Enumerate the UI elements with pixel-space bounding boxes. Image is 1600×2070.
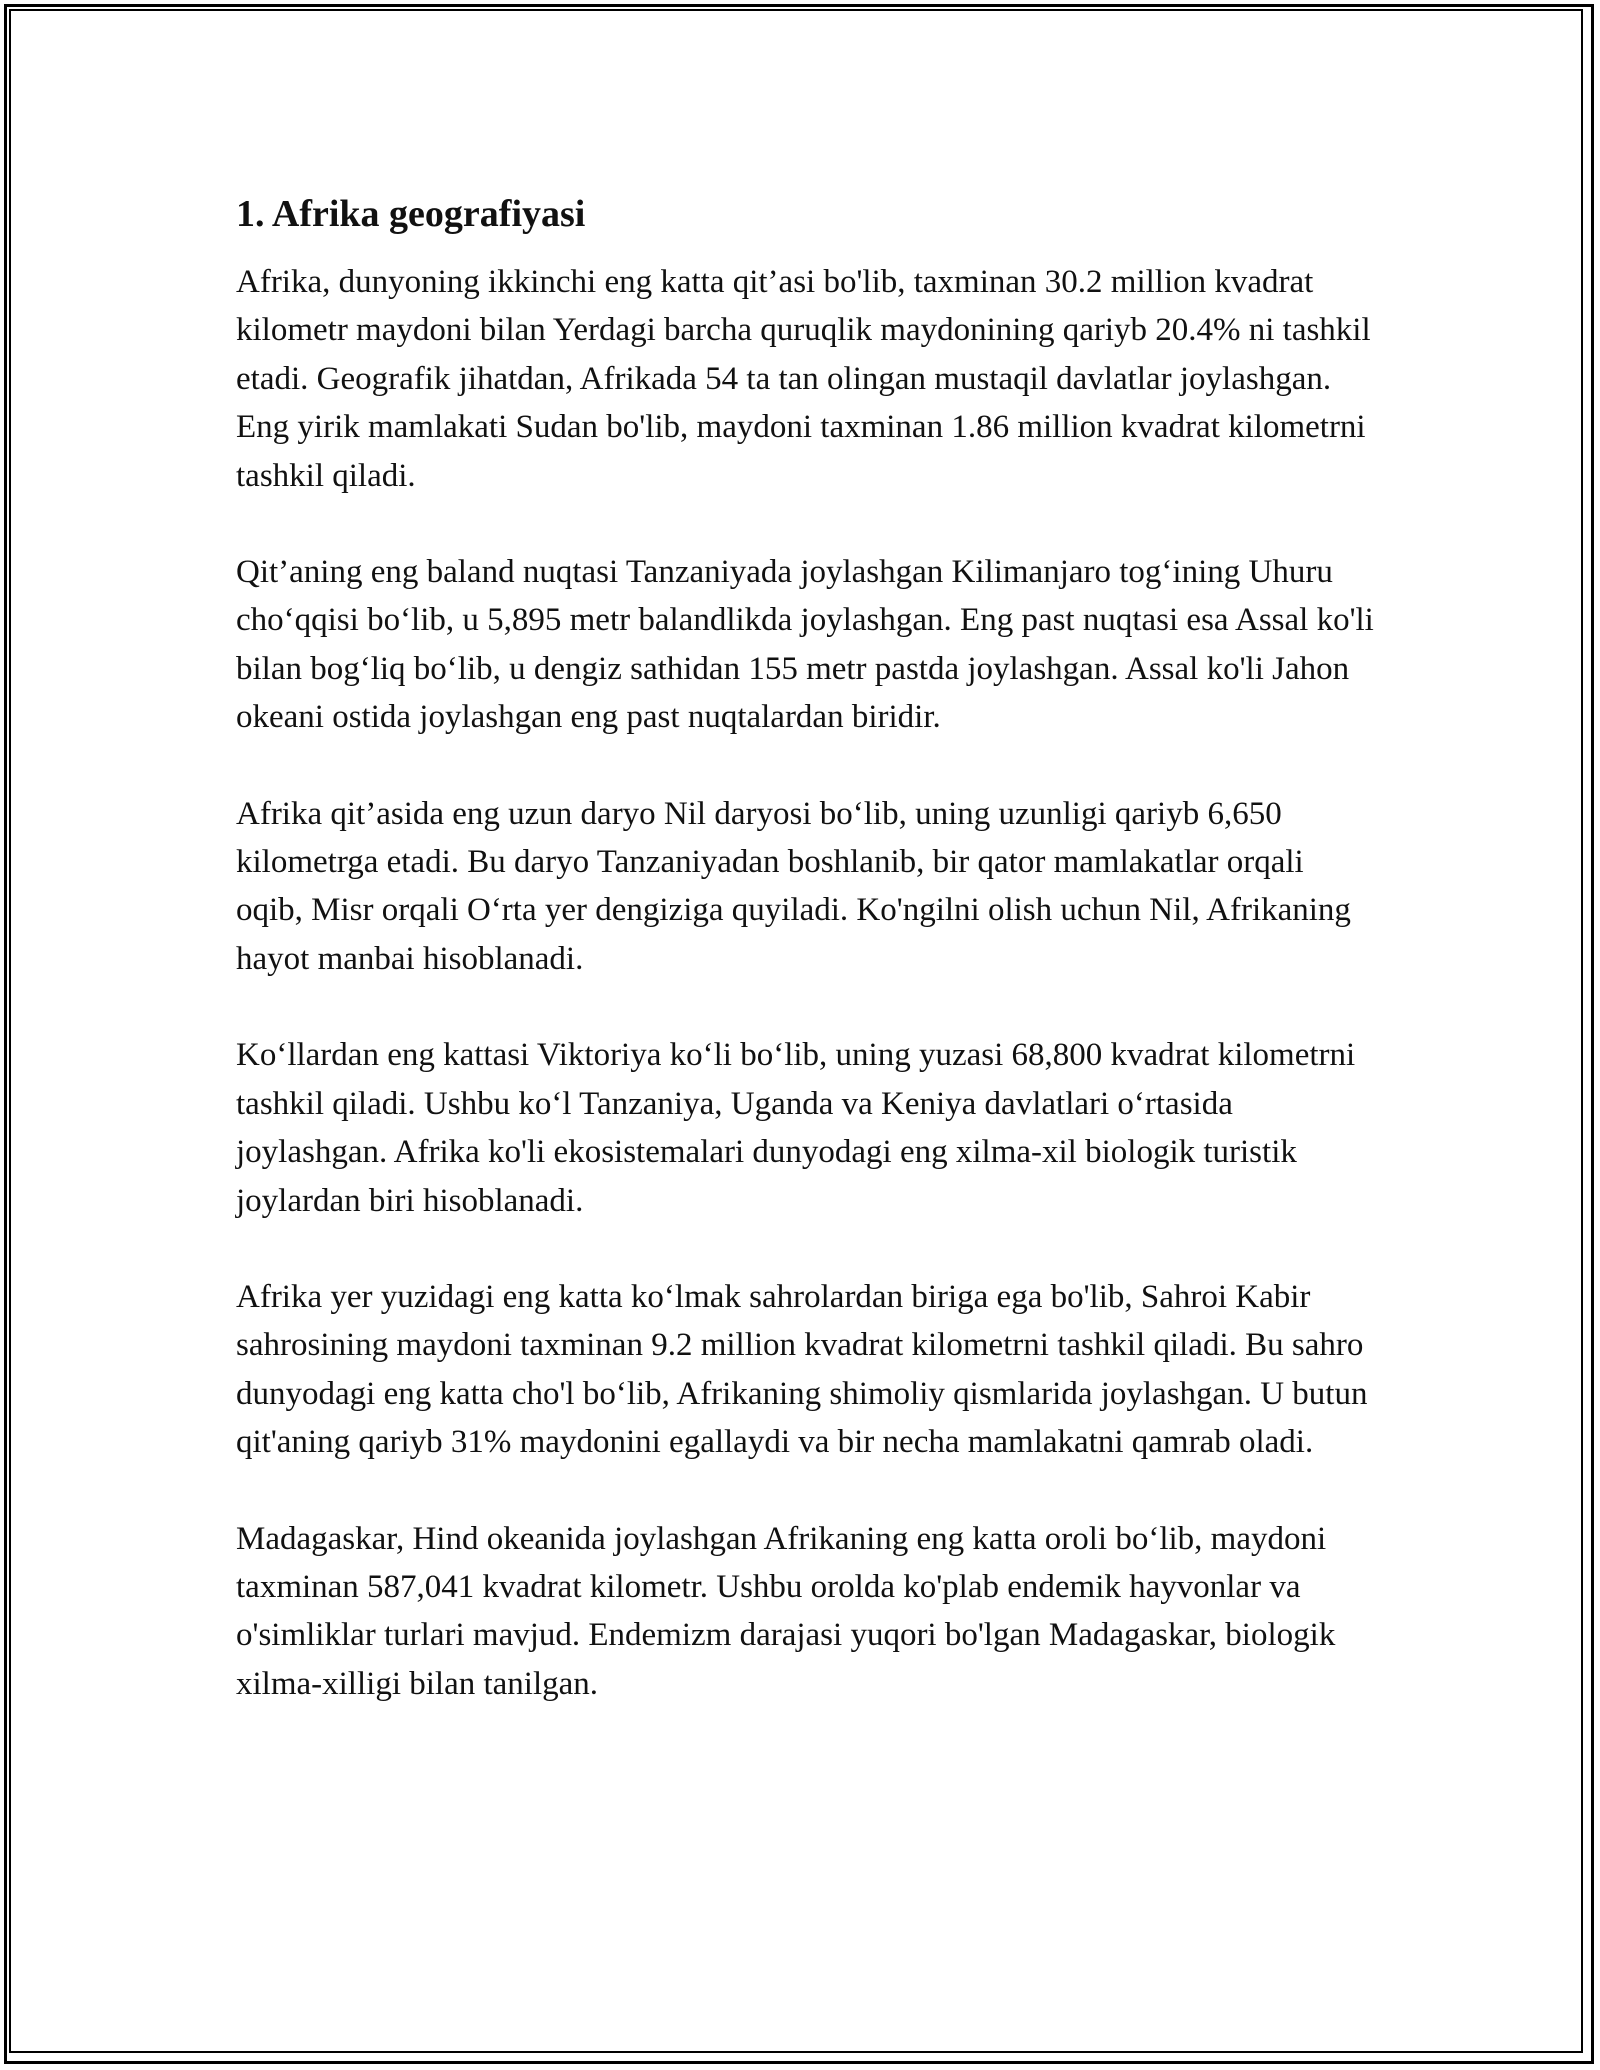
paragraph-nile-river: Afrika qit’asida eng uzun daryo Nil daryosi bo‘lib, uning uzunligi qariyb 6,650 kilometrga etadi. Bu daryo Tanzaniyadan boshlanib, bir qator mamlakatlar orqali oqib, Misr orqali O‘rta yer dengiziga quyiladi. Ko'ngilni olish uchun Nil, Afrikaning hayot manbai hisoblanadi.	[236, 795, 1351, 977]
paragraph-madagascar: Madagaskar, Hind okeanida joylashgan Afrikaning eng katta oroli bo‘lib, maydoni taxminan 587,041 kvadrat kilometr. Ushbu orolda ko'plab endemik hayvonlar va o'simliklar turlari mavjud. Endemizm darajasi yuqori bo'lgan Madagaskar, biologik xilma-xilligi bilan tanilgan.	[236, 1520, 1336, 1702]
paragraph-highest-lowest-points: Qit’aning eng baland nuqtasi Tanzaniyada joylashgan Kilimanjaro tog‘ining Uhuru cho‘qqisi bo‘lib, u 5,895 metr balandlikda joylashgan. Eng past nuqtasi esa Assal ko'li bilan bog‘liq bo‘lib, u dengiz sathidan 155 metr pastda joylashgan. Assal ko'li Jahon okeani ostida joylashgan eng past nuqtalardan biridir.	[236, 554, 1374, 736]
paragraph-sahara-desert: Afrika yer yuzidagi eng katta ko‘lmak sahrolardan biriga ega bo'lib, Sahroi Kabir sahrosining maydoni taxminan 9.2 million kvadrat kilometrni tashkil qiladi. Bu sahro dunyodagi eng katta cho'l bo‘lib, Afrikaning shimoliy qismlarida joylashgan. U butun qit'aning qariyb 31% maydonini egallaydi va bir necha mamlakatni qamrab oladi.	[236, 1278, 1368, 1461]
section-heading: 1. Afrika geografiyasi	[236, 193, 586, 235]
paragraph-lake-victoria: Ko‘llardan eng kattasi Viktoriya ko‘li bo‘lib, uning yuzasi 68,800 kvadrat kilometrni tashkil qiladi. Ushbu ko‘l Tanzaniya, Uganda va Keniya davlatlari o‘rtasida joylashgan. Afrika ko'li ekosistemalari dunyodagi eng xilma-xil biologik turistik joylardan biri hisoblanadi.	[236, 1037, 1356, 1219]
paragraph-area-and-countries: Afrika, dunyoning ikkinchi eng katta qit’asi bo'lib, taxminan 30.2 million kvadrat kilometr maydoni bilan Yerdagi barcha quruqlik maydonining qariyb 20.4% ni tashkil etadi. Geografik jihatdan, Afrikada 54 ta tan olingan mustaqil davlatlar joylashgan. Eng yirik mamlakati Sudan bo'lib, maydoni taxminan 1.86 million kvadrat kilometrni tashkil qiladi.	[236, 264, 1371, 494]
document-body	[236, 188, 1376, 1756]
